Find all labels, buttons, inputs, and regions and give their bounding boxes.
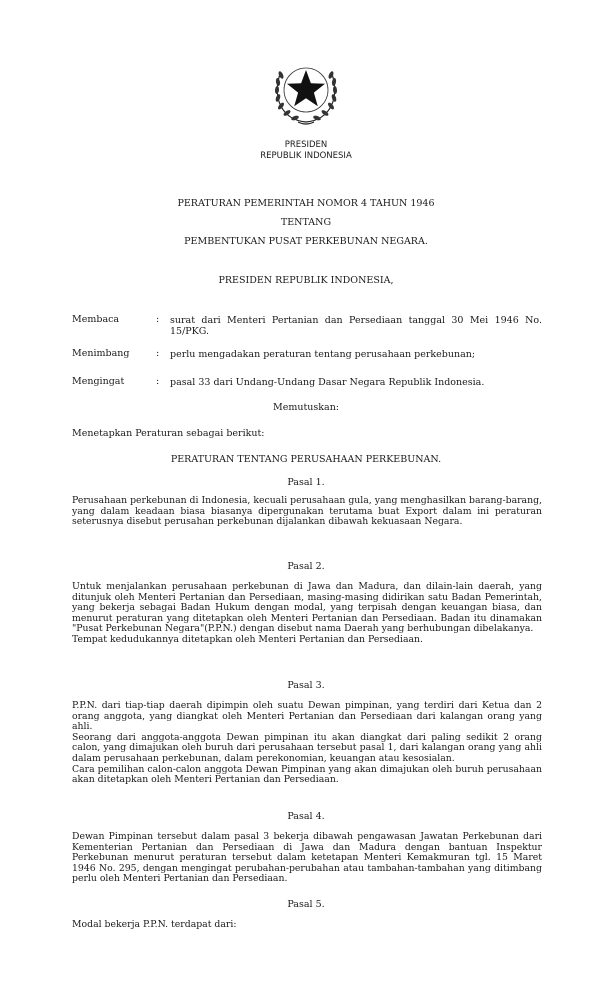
article-paragraph: Dewan Pimpinan tersebut dalam pasal 3 bekerja dibawah pengawasan Jawatan Perkebunan dari Kementerian Pertanian dan Persediaan di Jawa dan Madura dengan bantuan Inspektur Perkebunan menurut peraturan tersebut dalam ketetapan Menteri Kemakmuran tgl. 15 Maret 1946 No. 295, dengan mengingat perubahan-perubahan atau tambahan-tambahan yang ditimbang perlu oleh Menteri Pertanian dan Persediaan.	[72, 831, 542, 885]
article-heading: Pasal 1.	[287, 477, 325, 488]
article-body	[72, 920, 542, 931]
consideration-colon: :	[156, 376, 160, 387]
article-heading: Pasal 5.	[287, 899, 325, 910]
consideration-colon: :	[156, 314, 160, 325]
consideration-text: perlu mengadakan peraturan tentang perusahaan perkebunan;	[170, 349, 476, 360]
garuda-star-emblem	[268, 52, 344, 128]
article-heading: Pasal 3.	[287, 680, 325, 691]
title-line-1: PERATURAN PEMERINTAH NOMOR 4 TAHUN 1946	[177, 198, 435, 209]
article-body	[72, 701, 542, 786]
article-heading: Pasal 4.	[287, 811, 325, 822]
title-line-3: PEMBENTUKAN PUSAT PERKEBUNAN NEGARA.	[184, 236, 428, 247]
article-paragraph: Untuk menjalankan perusahaan perkebunan di Jawa dan Madura, dan dilain-lain daerah, yang ditunjuk oleh Menteri Pertanian dan Persediaan, masing-masing didirikan satu Badan Pemerintah, yang bekerja sebagai Badan Hukum dengan modal, yang terpisah dengan keuangan biasa, dan menurut peraturan yang ditetapkan oleh Menteri Pertanian dan Persediaan. Badan itu dinamakan "Pusat Perkebunan Negara"(P.P.N.) dengan disebut nama Daerah yang berhubungan dibelakanya.	[72, 581, 542, 635]
title-line-2: TENTANG	[280, 217, 332, 228]
article-paragraph: Perusahaan perkebunan di Indonesia, kecuali perusahaan gula, yang menghasilkan barang-barang, yang dalam keadaan biasa biasanya dipergunakan terutama buat Export dalam ini peraturan seterusnya disebut perusahan perkebunan dijalankan dibawah kekuasaan Negara.	[72, 495, 542, 528]
article-body	[72, 832, 542, 885]
article-body	[72, 582, 542, 646]
consideration-label: Membaca	[72, 314, 120, 325]
issuer: PRESIDEN REPUBLIK INDONESIA,	[218, 275, 394, 286]
article-paragraph: Tempat kedudukannya ditetapkan oleh Menteri Pertanian dan Persediaan.	[72, 633, 423, 645]
article-paragraph: Cara pemilihan calon-calon anggota Dewan Pimpinan yang akan dimajukan oleh buruh perusahaan akan ditetapkan oleh Menteri Pertanian dan Persediaan.	[72, 763, 542, 786]
enactment: Menetapkan Peraturan sebagai berikut:	[72, 428, 265, 439]
consideration-colon: :	[156, 348, 160, 359]
header-line-2: REPUBLIK INDONESIA	[260, 151, 352, 161]
consideration-label: Menimbang	[72, 348, 130, 359]
consideration-text: pasal 33 dari Undang-Undang Dasar Negara Republik Indonesia.	[170, 377, 485, 388]
consideration-text: surat dari Menteri Pertanian dan Persediaan tanggal 30 Mei 1946 No. 15/PKG.	[170, 315, 542, 337]
decision: Memutuskan:	[272, 402, 340, 413]
article-body	[72, 496, 542, 528]
article-paragraph: Modal bekerja P.P.N. terdapat dari:	[72, 919, 237, 930]
article-paragraph: P.P.N. dari tiap-tiap daerah dipimpin oleh suatu Dewan pimpinan, yang terdiri dari Ketua dan 2 orang anggota, yang diangkat oleh Menteri Pertanian dan Persediaan dari kalangan orang yang ahli.	[72, 700, 542, 733]
consideration-label: Mengingat	[72, 376, 125, 387]
regulation-title: PERATURAN TENTANG PERUSAHAAN PERKEBUNAN.	[170, 454, 442, 465]
article-paragraph: Seorang dari anggota-anggota Dewan pimpinan itu akan diangkat dari paling sedikit 2 orang calon, yang dimajukan oleh buruh dari perusahaan tersebut pasal 1, dari kalangan orang yang ahli dalam perusahaan perkebunan, dalam perekonomian, keuangan atau kesosialan.	[72, 731, 542, 764]
header-line-1: PRESIDEN	[284, 140, 328, 150]
article-heading: Pasal 2.	[287, 561, 325, 572]
